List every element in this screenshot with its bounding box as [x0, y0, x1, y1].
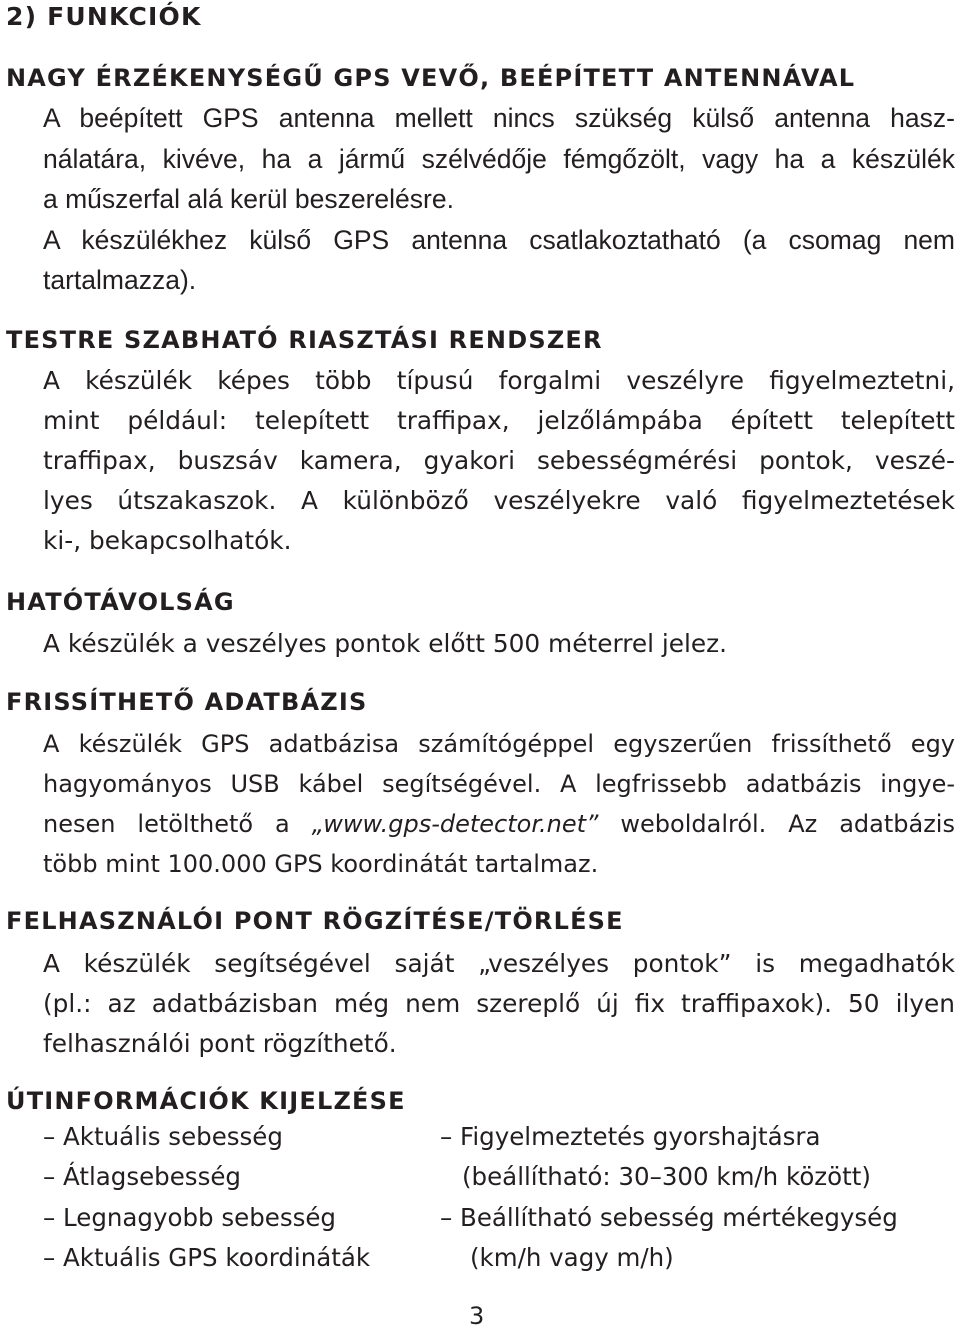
list-item: – Aktuális GPS koordináták: [43, 1243, 371, 1272]
section-body-range: [43, 624, 955, 664]
body-line: traffipax, buszsáv kamera, gyakori sebességmérési pontok, veszé-: [43, 446, 955, 475]
section-title-gps: NAGY ÉRZÉKENYSÉGŰ GPS VEVŐ, BEÉPÍTETT ANTENNÁVAL: [6, 64, 856, 92]
list-item: – Aktuális sebesség: [43, 1122, 283, 1151]
body-line: több mint 100.000 GPS koordinátát tartalmaz.: [43, 850, 599, 878]
section-body-gps: [43, 98, 955, 301]
body-line: nálatára, kivéve, ha a jármű szélvédője fémgőzölt, vagy ha a készülék: [43, 143, 955, 174]
section-title-alarm: TESTRE SZABHATÓ RIASZTÁSI RENDSZER: [6, 326, 603, 354]
body-line: felhasználói pont rögzíthető.: [43, 1029, 397, 1058]
body-line: A készülékhez külső GPS antenna csatlakoztatható (a csomag nem: [43, 224, 955, 255]
body-line: (pl.: az adatbázisban még nem szereplő új fix traffipaxok). 50 ilyen: [43, 989, 955, 1018]
chapter-heading: 2) FUNKCIÓK: [6, 2, 202, 31]
body-line: tartalmazza).: [43, 265, 197, 295]
section-body-user-points: [43, 944, 955, 1064]
body-line: a műszerfal alá kerül beszerelésre.: [43, 184, 454, 214]
body-line: A készülék segítségével saját „veszélyes pontok” is megadhatók: [43, 949, 955, 978]
list-item: – Átlagsebesség: [43, 1162, 241, 1191]
list-item: – Legnagyobb sebesség: [43, 1203, 336, 1232]
body-line: hagyományos USB kábel segítségével. A legfrissebb adatbázis ingye-: [43, 770, 955, 798]
section-body-alarm: [43, 361, 955, 561]
list-item: (beállítható: 30–300 km/h között): [462, 1162, 871, 1191]
list-item: – Figyelmeztetés gyorshajtásra: [440, 1122, 821, 1151]
body-text: weboldalról. Az adatbázis: [598, 810, 955, 838]
body-line: A készülék GPS adatbázisa számítógéppel egyszerűen frissíthető egy: [43, 730, 955, 758]
body-line: lyes útszakaszok. A különböző veszélyekre való figyelmeztetések: [43, 486, 955, 515]
body-line: ki-, bekapcsolhatók.: [43, 526, 292, 555]
page-number: 3: [469, 1302, 485, 1330]
section-title-trip-info: ÚTINFORMÁCIÓK KIJELZÉSE: [6, 1087, 406, 1115]
section-body-database: [43, 724, 955, 884]
body-text: nesen letölthető a: [43, 810, 312, 838]
body-line: A készülék a veszélyes pontok előtt 500 méterrel jelez.: [43, 629, 728, 658]
section-title-database: FRISSÍTHETŐ ADATBÁZIS: [6, 688, 368, 716]
body-line: A beépített GPS antenna mellett nincs szükség külső antenna hasz-: [43, 103, 955, 133]
list-item: (km/h vagy m/h): [470, 1243, 674, 1272]
website-link[interactable]: „www.gps-detector.net”: [311, 810, 599, 838]
section-title-user-points: FELHASZNÁLÓI PONT RÖGZÍTÉSE/TÖRLÉSE: [6, 907, 624, 935]
body-line: mint például: telepített traffipax, jelzőlámpába épített telepített: [43, 406, 955, 435]
body-line: A készülék képes több típusú forgalmi veszélyre figyelmeztetni,: [43, 366, 955, 395]
list-item: – Beállítható sebesség mértékegység: [440, 1203, 898, 1232]
body-line: [43, 804, 955, 844]
section-title-range: HATÓTÁVOLSÁG: [6, 588, 235, 616]
